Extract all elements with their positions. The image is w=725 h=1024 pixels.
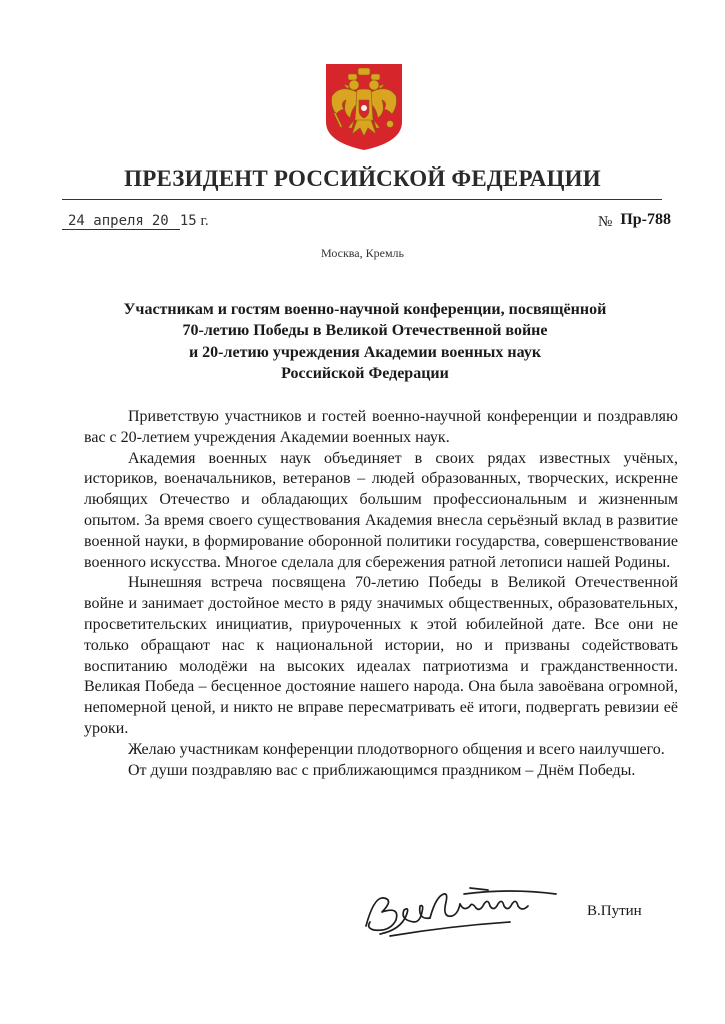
date-year-suffix: 15 [179,213,197,229]
document-date [62,213,209,230]
body-paragraph: Нынешняя встреча посвящена 70-летию Победы в Великой Отечественной войне и занимает достойное место в ряду значимых общественных, образовательных, просветительских инициатив, приуроченных к этой юбилейной дате. Все они не только обращают нас к национальной истории, но и призваны содействовать воспитанию молодёжи на высоких идеалах патриотизма и гражданственности. Великая Победа – бесценное достояние нашего народа. Она была завоёвана огромной, непомерной ценой, и никто не вправе пересматривать её итоги, подвергать ревизии её уроки. [84,574,678,737]
address-line: и 20-летию учреждения Академии военных наук [188,343,542,361]
body-paragraph: Желаю участникам конференции плодотворного общения и всего наилучшего. [128,740,665,758]
coat-of-arms-icon [324,62,404,152]
header-title: ПРЕЗИДЕНТ РОССИЙСКОЙ ФЕДЕРАЦИИ [124,166,601,191]
address-line: Участникам и гостям военно-научной конференции, посвящённой [123,301,607,318]
number-value: Пр-788 [620,211,671,228]
address-line: Российской Федерации [281,364,449,382]
header-divider [62,199,662,200]
document-number [598,211,671,231]
body-paragraph: От души поздравляю вас с приближающимся праздником – Днём Победы. [128,761,636,779]
document-place: Москва, Кремль [320,246,405,260]
date-year-unit: г. [200,213,209,229]
date-day-month: 24 апреля [62,213,152,230]
number-sign: № [598,214,613,230]
signer-name: В.Путин [587,903,642,919]
body-paragraph: Академия военных наук объединяет в своих рядах известных учёных, историков, военачальников, ветеранов – людей образованных, творческих, искренне любящих Отечество и обладающих большим профессиональным и жизненным опытом. За время своего существования Академия внесла серьёзный вклад в развитие военной науки, в формирование оборонной политики государства, совершенствование военного искусства. Многое сделала для сбережения ратной летописи нашей Родины. [84,449,678,571]
body-paragraph: Приветствую участников и гостей военно-научной конференции и поздравляю вас с 20-летием учреждения Академии военных наук. [84,408,678,446]
address-line: 70-летию Победы в Великой Отечественной войне [182,322,548,340]
address-heading [70,299,660,384]
letter-body [84,407,678,781]
date-year-prefix: 20 [152,213,180,230]
signature-icon [360,876,575,940]
